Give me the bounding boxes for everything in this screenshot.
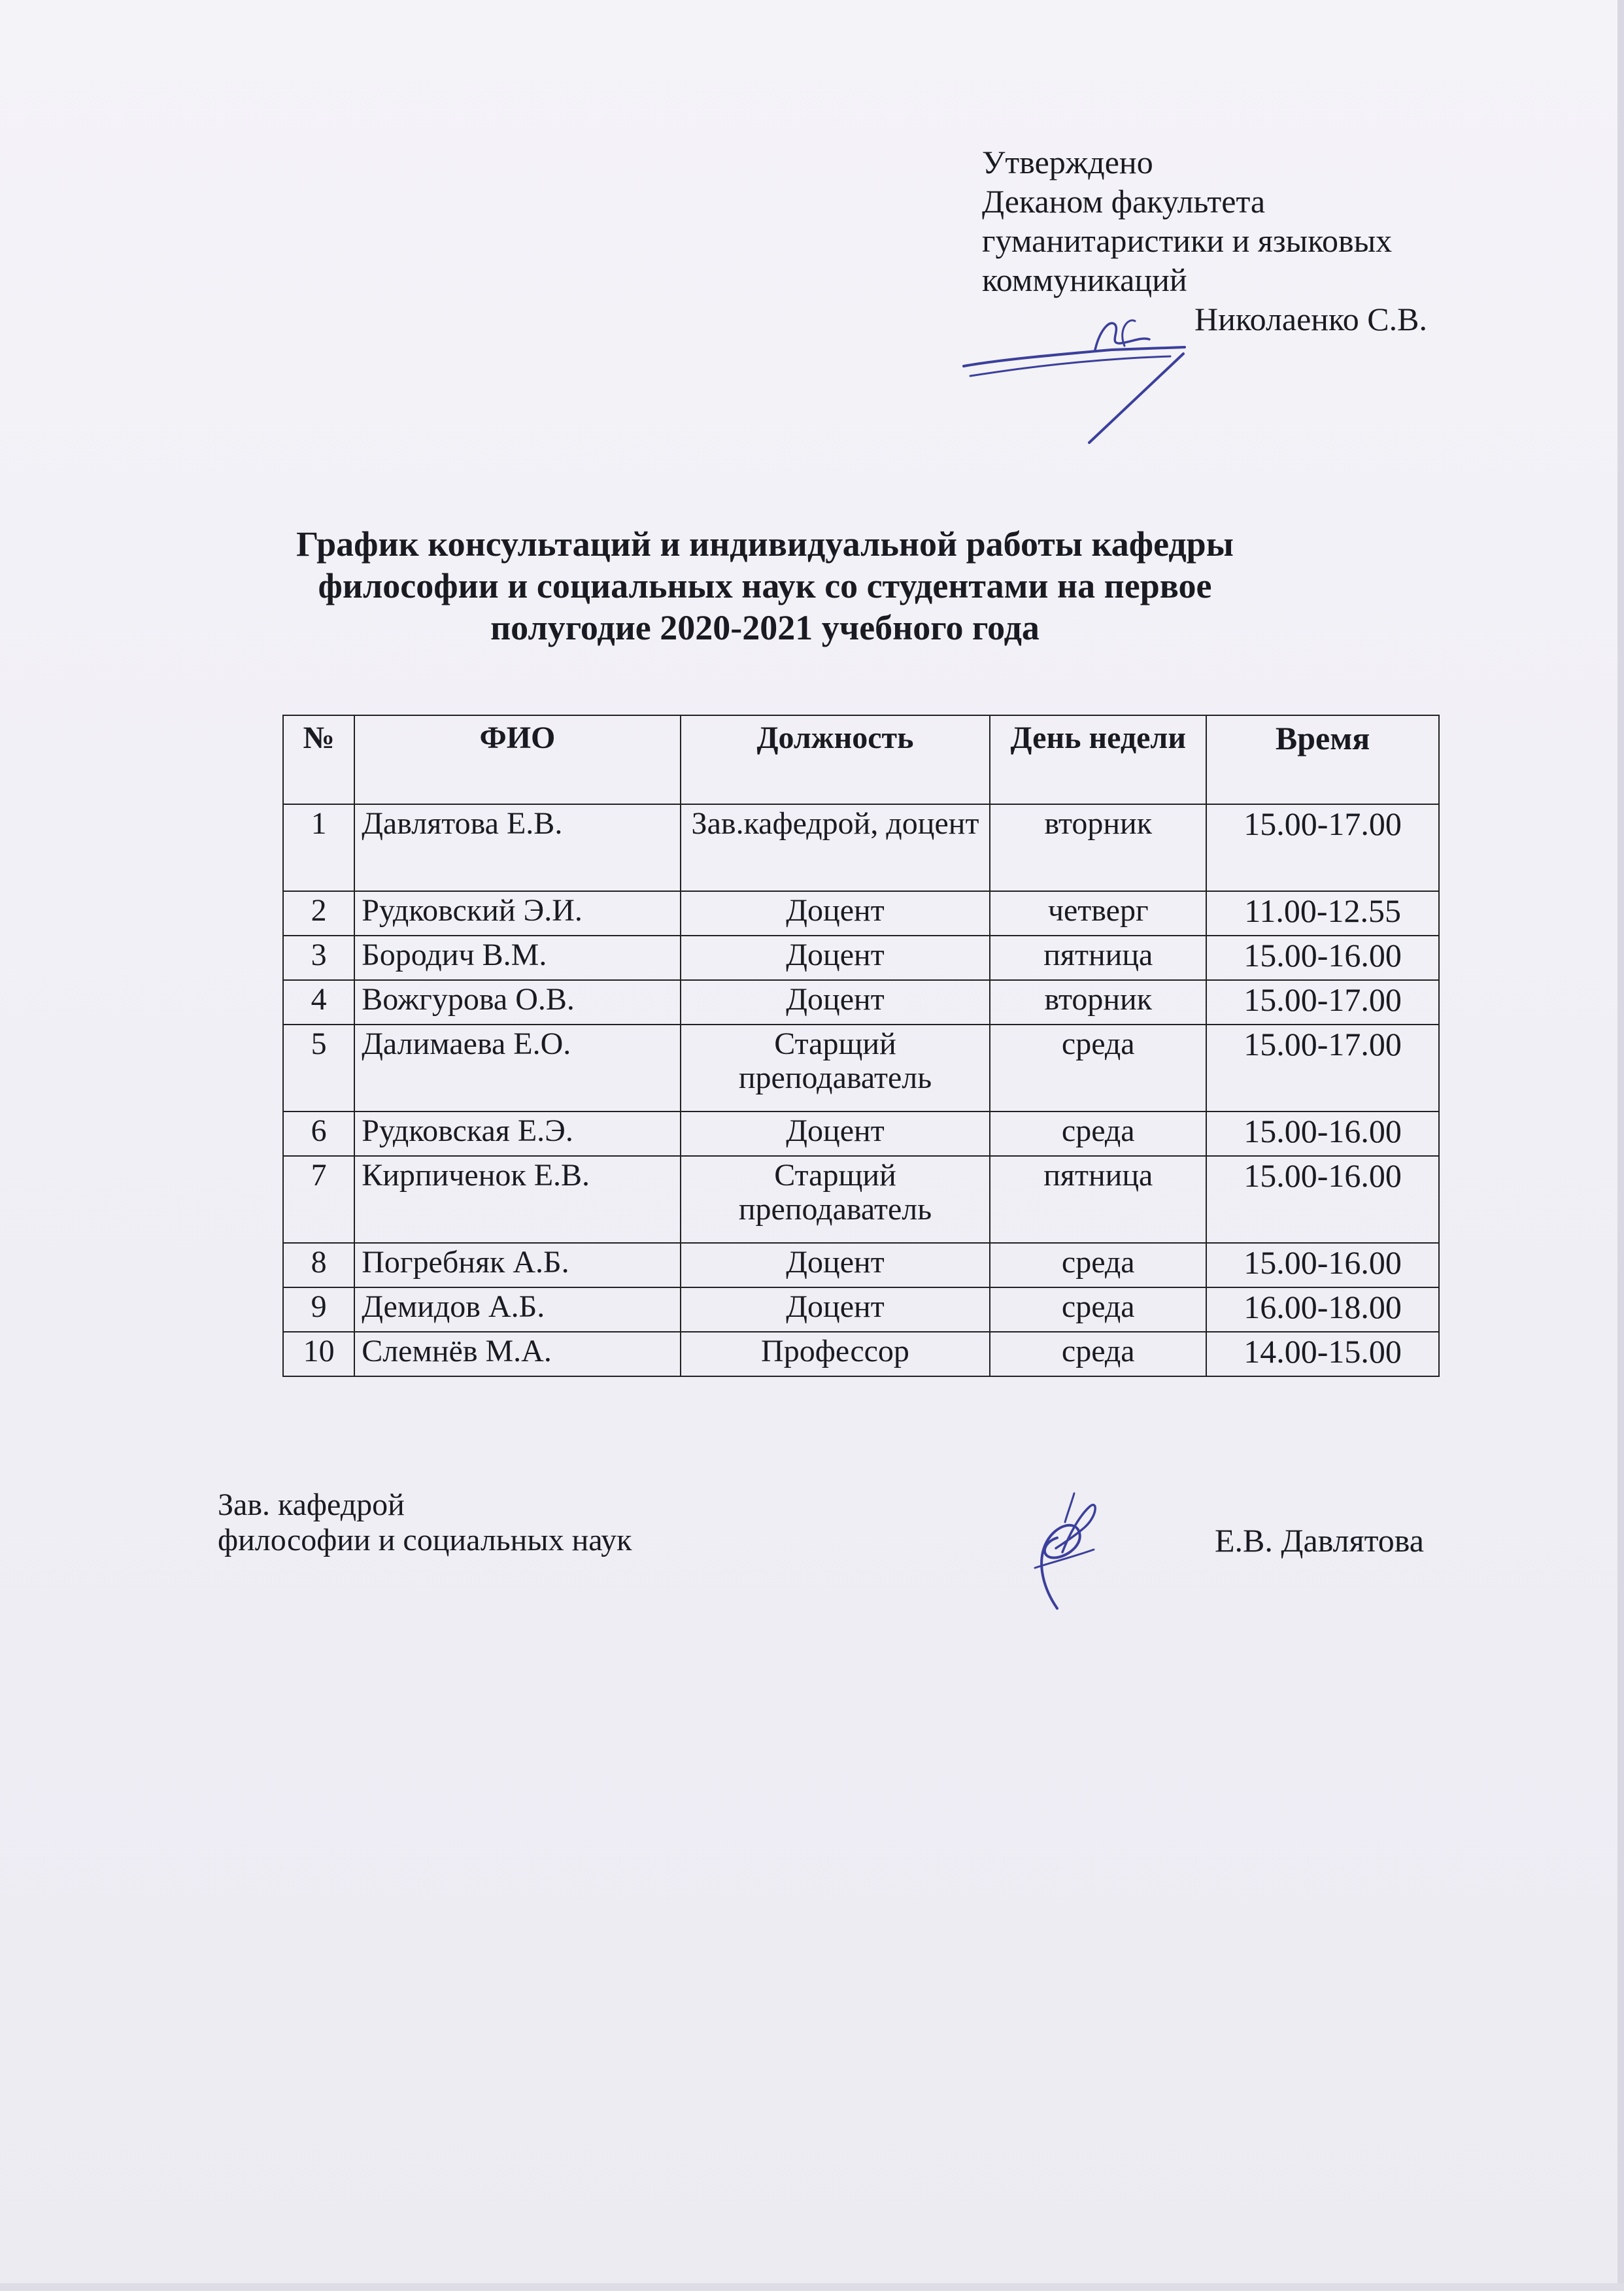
cell-fio: Давлятова Е.В. [354,804,680,891]
cell-time: 15.00-17.00 [1206,804,1439,891]
cell-fio: Бородич В.М. [354,936,680,980]
cell-number: 10 [283,1332,354,1376]
header-fio: ФИО [354,715,680,804]
consultation-schedule-table [282,715,1440,1377]
cell-time: 15.00-16.00 [1206,1112,1439,1156]
table-row [283,1156,1439,1243]
cell-day: вторник [990,804,1206,891]
table-row [283,1112,1439,1156]
cell-number: 2 [283,891,354,936]
cell-fio: Кирпиченок Е.В. [354,1156,680,1243]
cell-day: среда [990,1243,1206,1287]
cell-position: Зав.кафедрой, доцент [681,804,990,891]
cell-time: 15.00-16.00 [1206,1243,1439,1287]
approval-signer: Николаенко С.В. [1194,301,1428,337]
footer-role-line: философии и социальных наук [218,1523,632,1557]
cell-number: 9 [283,1287,354,1332]
table-header-row [283,715,1439,804]
approval-line: Деканом факультета [982,183,1266,220]
header-number: № [283,715,354,804]
document-title [248,523,1281,649]
approval-line: коммуникаций [982,262,1187,298]
cell-fio: Погребняк А.Б. [354,1243,680,1287]
cell-time: 15.00-16.00 [1206,1156,1439,1243]
cell-position: Старщий преподаватель [681,1025,990,1112]
header-time: Время [1206,715,1439,804]
cell-number: 8 [283,1243,354,1287]
cell-number: 4 [283,980,354,1025]
cell-day: среда [990,1332,1206,1376]
cell-position: Доцент [681,980,990,1025]
cell-position: Профессор [681,1332,990,1376]
footer-signature-block [218,1487,1460,1558]
cell-day: четверг [990,891,1206,936]
table-row [283,1287,1439,1332]
head-signature [1017,1489,1102,1610]
approval-line: гуманитаристики и языковых [982,222,1393,259]
dean-signature [961,311,1196,448]
footer-name: Е.В. Давлятова [1215,1522,1424,1559]
cell-fio: Рудковская Е.Э. [354,1112,680,1156]
cell-time: 15.00-17.00 [1206,1025,1439,1112]
cell-number: 3 [283,936,354,980]
header-day: День недели [990,715,1206,804]
table-row [283,980,1439,1025]
title-line: философии и социальных наук со студентами на первое [318,566,1212,605]
cell-time: 14.00-15.00 [1206,1332,1439,1376]
cell-fio: Рудковский Э.И. [354,891,680,936]
table-row [283,1025,1439,1112]
cell-time: 11.00-12.55 [1206,891,1439,936]
cell-time: 16.00-18.00 [1206,1287,1439,1332]
cell-day: пятница [990,1156,1206,1243]
cell-number: 6 [283,1112,354,1156]
cell-day: вторник [990,980,1206,1025]
table-row [283,936,1439,980]
cell-day: среда [990,1287,1206,1332]
table-row [283,1243,1439,1287]
cell-time: 15.00-16.00 [1206,936,1439,980]
cell-day: среда [990,1112,1206,1156]
cell-fio: Слемнёв М.А. [354,1332,680,1376]
cell-fio: Далимаева Е.О. [354,1025,680,1112]
cell-position: Доцент [681,936,990,980]
footer-role-line: Зав. кафедрой [218,1487,405,1522]
header-position: Должность [681,715,990,804]
cell-number: 1 [283,804,354,891]
page-bottom-edge [0,2283,1624,2291]
cell-position: Старщий преподаватель [681,1156,990,1243]
cell-position: Доцент [681,1287,990,1332]
table-row [283,891,1439,936]
cell-day: пятница [990,936,1206,980]
page-edge [1617,0,1624,2291]
title-line: График консультаций и индивидуальной работы кафедры [296,524,1234,564]
cell-number: 5 [283,1025,354,1112]
cell-time: 15.00-17.00 [1206,980,1439,1025]
cell-fio: Демидов А.Б. [354,1287,680,1332]
cell-day: среда [990,1025,1206,1112]
title-line: полугодие 2020-2021 учебного года [490,608,1040,647]
cell-fio: Вожгурова О.В. [354,980,680,1025]
table-row [283,1332,1439,1376]
approval-block [982,143,1505,339]
cell-position: Доцент [681,891,990,936]
table-row [283,804,1439,891]
approval-line: Утверждено [982,144,1153,180]
cell-position: Доцент [681,1112,990,1156]
cell-position: Доцент [681,1243,990,1287]
cell-number: 7 [283,1156,354,1243]
